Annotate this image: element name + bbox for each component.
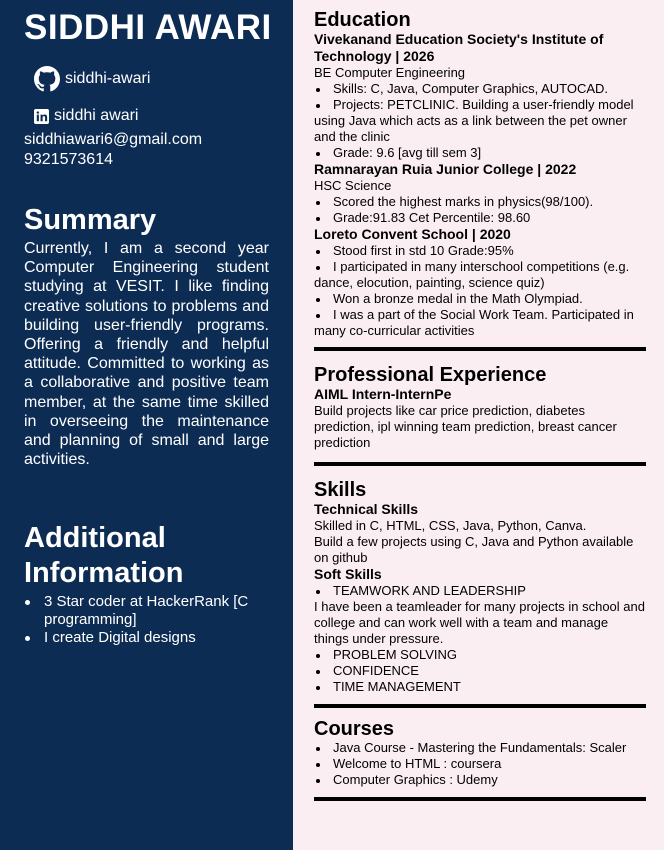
list-item: TIME MANAGEMENT [314, 679, 646, 695]
list-item: Stood first in std 10 Grade:95% [314, 243, 646, 259]
summary-text: Currently, I am a second year Computer Engineering student studying at VESIT. I like finding creative solutions to problems and building user-friendly programs. Offering a friendly and helpful attitude. Committed to working as a collaborative and positive team member, at the same time skilled in overseeing the maintenance and planning of small and large activities. [24, 240, 269, 469]
job-description: Build projects like car price prediction, diabetes prediction, ipl winning team prediction, breast cancer prediction [314, 403, 617, 450]
candidate-name: SIDDHI AWARI [24, 8, 272, 47]
soft-skills-heading: Soft Skills [314, 566, 382, 582]
list-item: Scored the highest marks in physics(98/100). [314, 194, 646, 210]
email-address[interactable]: siddhiawari6@gmail.com [24, 131, 203, 148]
school-name: Loreto Convent School | 2020 [314, 226, 511, 242]
list-item: Skills: C, Java, Computer Graphics, AUTOCAD. [314, 81, 646, 97]
section-divider [314, 797, 646, 801]
soft-skills-list [314, 583, 646, 599]
summary-heading: Summary [24, 204, 157, 236]
skills-heading: Skills [314, 479, 367, 501]
linkedin-icon [34, 109, 49, 124]
soft-skills-text: I have been a teamleader for many projects in school and college and can work well with a team and manage things under pressure. [314, 599, 645, 646]
list-item: PROBLEM SOLVING [314, 647, 646, 663]
soft-skills-list [314, 647, 646, 695]
list-item: TEAMWORK AND LEADERSHIP [314, 583, 646, 599]
list-item: Welcome to HTML : coursera [314, 756, 646, 772]
technical-skills-text: Build a few projects using C, Java and Python available on github [314, 534, 634, 565]
additional-info-heading: Additional Information [24, 522, 184, 589]
section-divider [314, 347, 646, 351]
degree: BE Computer Engineering [314, 65, 466, 80]
job-role: AIML Intern-InternPe [314, 386, 452, 402]
education-section [314, 9, 646, 339]
section-divider [314, 462, 646, 466]
list-item: Won a bronze medal in the Math Olympiad. [314, 291, 646, 307]
github-icon [34, 66, 60, 92]
linkedin-contact[interactable] [34, 107, 138, 125]
school-name: Ramnarayan Ruia Junior College | 2022 [314, 161, 577, 177]
list-item: I create Digital designs [22, 629, 274, 647]
school-details [314, 194, 646, 226]
list-item: Grade: 9.6 [avg till sem 3] [314, 145, 646, 161]
experience-section [314, 364, 646, 451]
degree: HSC Science [314, 178, 392, 193]
courses-section [314, 718, 646, 788]
list-item: 3 Star coder at HackerRank [C programming] [22, 593, 274, 629]
linkedin-handle: siddhi awari [54, 107, 139, 124]
list-item: Grade:91.83 Cet Percentile: 98.60 [314, 210, 646, 226]
school-details [314, 243, 646, 339]
list-item: Java Course - Mastering the Fundamentals: Scaler [314, 740, 646, 756]
github-contact[interactable] [34, 66, 150, 92]
list-item: I participated in many interschool competitions (e.g. dance, elocution, painting, science quiz) [314, 259, 646, 291]
education-heading: Education [314, 9, 411, 31]
github-handle: siddhi-awari [65, 70, 151, 87]
sidebar [0, 0, 293, 850]
list-item: Projects: PETCLINIC. Building a user-friendly model using Java which acts as a link between the pet owner and the clinic [314, 97, 646, 145]
technical-skills-heading: Technical Skills [314, 501, 419, 517]
list-item: Computer Graphics : Udemy [314, 772, 646, 788]
experience-heading: Professional Experience [314, 364, 547, 386]
phone-number: 9321573614 [24, 151, 113, 168]
technical-skills-text: Skilled in C, HTML, CSS, Java, Python, Canva. [314, 518, 587, 533]
skills-section [314, 479, 646, 695]
courses-heading: Courses [314, 718, 395, 740]
additional-info-list [22, 593, 274, 647]
school-name: Vivekanand Education Society's Institute of Technology | 2026 [314, 31, 604, 64]
section-divider [314, 704, 646, 708]
list-item: CONFIDENCE [314, 663, 646, 679]
list-item: I was a part of the Social Work Team. Participated in many co-curricular activities [314, 307, 646, 339]
courses-list [314, 740, 646, 788]
school-details [314, 81, 646, 161]
